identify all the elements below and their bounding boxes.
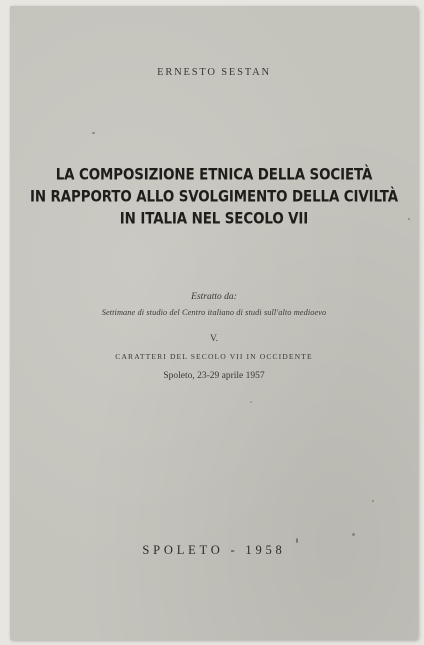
paper-speck [372,500,374,502]
title-line-2: IN RAPPORTO ALLO SVOLGIMENTO DELLA CIVILTÀ [29,188,399,207]
extract-label: Estratto da: [191,292,237,302]
volume-title: CARATTERI DEL SECOLO VII IN OCCIDENTE [115,352,313,361]
paper-speck [92,132,95,134]
paper-speck [250,401,252,403]
imprint-place-year: SPOLETO - 1958 [142,543,286,557]
book-title [10,165,418,231]
conference-place-date: Spoleto, 23-29 aprile 1957 [163,371,265,381]
book-cover [10,6,418,640]
author-name: ERNESTO SESTAN [157,67,271,78]
title-line-3: IN ITALIA NEL SECOLO VII [119,210,309,229]
volume-number: V. [209,334,218,344]
series-title: Settimane di studio del Centro italiano di studi sull'alto medioevo [101,308,327,317]
paper-speck [352,533,355,536]
title-line-1: LA COMPOSIZIONE ETNICA DELLA SOCIETÀ [55,166,373,185]
